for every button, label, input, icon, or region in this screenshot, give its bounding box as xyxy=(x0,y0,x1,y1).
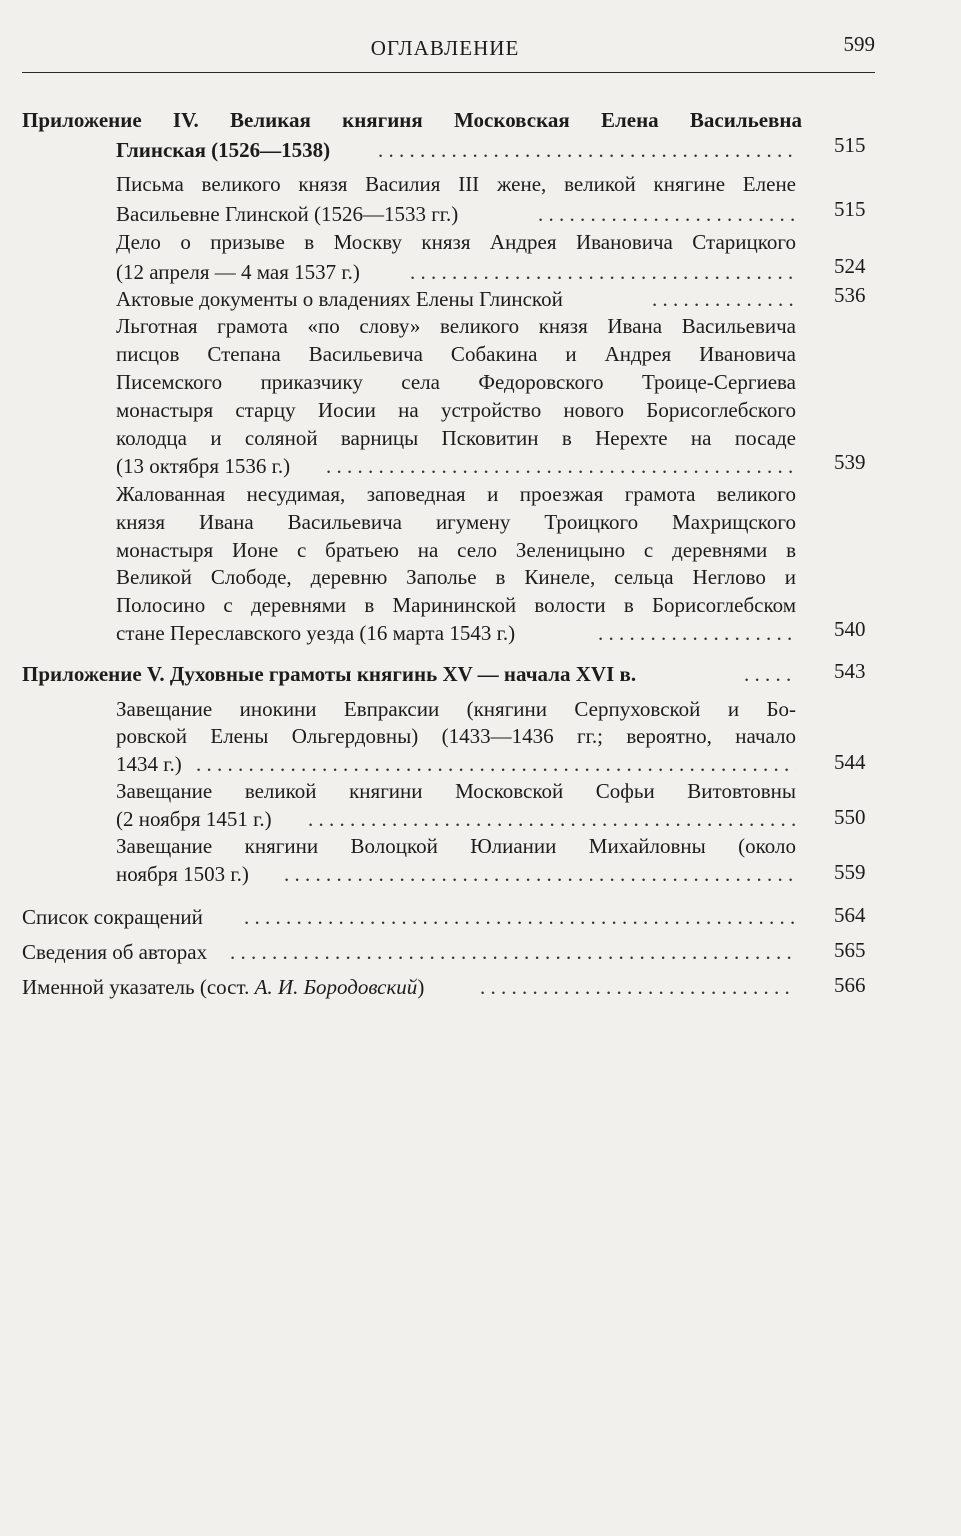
toc-entry-abbreviations: Список сокращений xyxy=(22,905,203,929)
app4-page: 515 xyxy=(834,133,866,157)
toc-entry-line: князя Ивана Васильевича игумену Троицкого Махрищского xyxy=(116,510,796,534)
dot-leader xyxy=(538,200,796,228)
app5-page: 543 xyxy=(834,659,866,683)
toc-entry-line: Полосино с деревнями в Марининской волости в Борисоглебском xyxy=(116,593,796,617)
toc-entry-page: 539 xyxy=(834,450,866,474)
toc-entry-line: Льготная грамота «по слову» великого князя Ивана Васильевича xyxy=(116,314,796,338)
toc-entry-line: Жалованная несудимая, заповедная и проезжая грамота великого xyxy=(116,482,796,506)
app5-title: Приложение V. Духовные грамоты княгинь XV — начала XVI в. xyxy=(22,662,637,686)
toc-entry-line: Васильевне Глинской (1526—1533 гг.) xyxy=(116,202,459,226)
name-index-label: Именной указатель (сост. xyxy=(22,975,255,999)
toc-entry-page: 544 xyxy=(834,750,866,774)
dot-leader xyxy=(378,136,796,164)
toc-entry-line: Писемского приказчику села Федоровского Троице-Сергиева xyxy=(116,370,796,394)
dot-leader xyxy=(410,258,796,286)
dot-leader xyxy=(326,452,796,480)
toc-entry-name-index xyxy=(22,973,424,1001)
toc-entry-line: стане Переславского уезда (16 марта 1543 г.) xyxy=(116,621,516,645)
toc-entry-page: 564 xyxy=(834,903,866,927)
dot-leader xyxy=(196,750,796,778)
running-header-title: ОГЛАВЛЕНИЕ xyxy=(370,36,520,60)
toc-entry-line: (12 апреля — 4 мая 1537 г.) xyxy=(116,260,360,284)
dot-leader xyxy=(598,619,796,647)
app4-title-line1: Приложение IV. Великая княгиня Московская Елена Васильевна xyxy=(22,108,802,132)
toc-entry-line: монастыря Ионе с братьею на село Зеленицыно с деревнями в xyxy=(116,538,796,562)
toc-entry-line: (2 ноября 1451 г.) xyxy=(116,807,272,831)
toc-entry-line: (13 октября 1536 г.) xyxy=(116,454,291,478)
toc-entry-line: Завещание великой княгини Московской Софьи Витовтовны xyxy=(116,779,796,803)
dot-leader xyxy=(230,938,796,966)
app4-title-line2: Глинская (1526—1538) xyxy=(116,138,331,162)
toc-entry-line: ровской Елены Ольгердовны) (1433—1436 гг.; вероятно, начало xyxy=(116,724,796,748)
toc-entry-line: ноября 1503 г.) xyxy=(116,862,249,886)
dot-leader xyxy=(308,805,796,833)
toc-entry-page: 559 xyxy=(834,860,866,884)
toc-entry-line: колодца и соляной варницы Псковитин в Нерехте на посаде xyxy=(116,426,796,450)
dot-leader xyxy=(244,903,796,931)
page-number: 599 xyxy=(843,32,875,56)
toc-entry-line: Завещание инокини Евпраксии (княгини Серпуховской и Бо- xyxy=(116,697,796,721)
toc-entry-line: писцов Степана Васильевича Собакина и Андрея Ивановича xyxy=(116,342,796,366)
toc-entry-line: Письма великого князя Василия III жене, великой княгине Елене xyxy=(116,172,796,196)
toc-entry-line: монастыря старцу Иосии на устройство нового Борисоглебского xyxy=(116,398,796,422)
toc-entry-page: 565 xyxy=(834,938,866,962)
toc-entry-page: 550 xyxy=(834,805,866,829)
toc-entry-page: 540 xyxy=(834,617,866,641)
toc-entry-line: Дело о призыве в Москву князя Андрея Ивановича Старицкого xyxy=(116,230,796,254)
dot-leader xyxy=(744,660,796,688)
toc-entry-line: 1434 г.) xyxy=(116,752,182,776)
toc-entry-page: 524 xyxy=(834,254,866,278)
dot-leader xyxy=(480,973,796,1001)
toc-entry-line: Завещание княгини Волоцкой Юлиании Михайловны (около xyxy=(116,834,796,858)
name-index-label-end: ) xyxy=(417,975,425,999)
toc-entry-page: 566 xyxy=(834,973,866,997)
toc-entry-page: 515 xyxy=(834,197,866,221)
toc-entry-authors: Сведения об авторах xyxy=(22,940,208,964)
toc-entry-page: 536 xyxy=(834,283,866,307)
dot-leader xyxy=(652,285,796,313)
toc-entry-line: Великой Слободе, деревню Заполье в Кинеле, сельца Неглово и xyxy=(116,565,796,589)
toc-entry-line: Актовые документы о владениях Елены Глинской xyxy=(116,287,563,311)
dot-leader xyxy=(284,860,796,888)
name-index-compiler: А. И. Бородовский xyxy=(254,975,418,999)
